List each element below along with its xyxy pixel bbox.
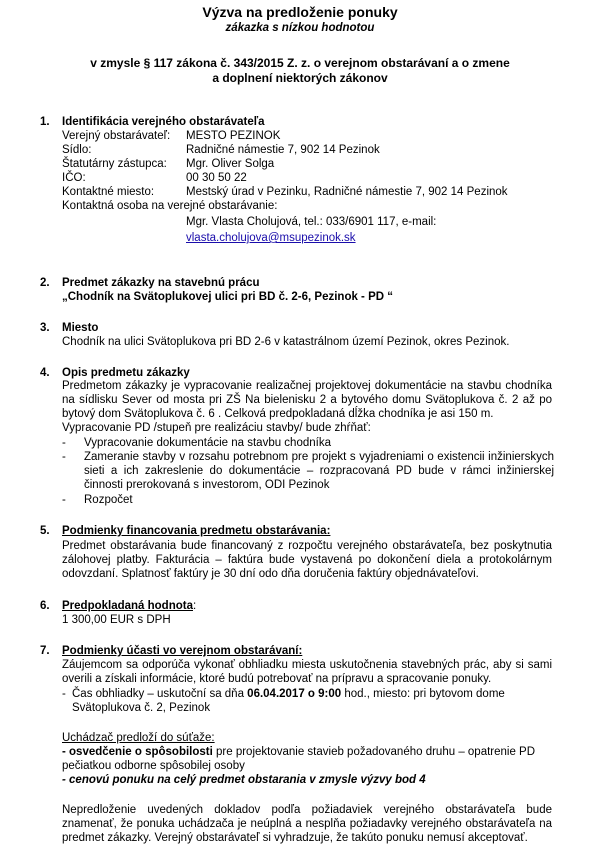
section-7-heading: Podmienky účasti vo verejnom obstarávaní: [62,645,303,657]
section-3-text: Chodník na ulici Svätoplukova pri BD 2-6 v katastrálnom území Pezinok, okres Pezinok. [62,336,510,348]
requirement-2: - cenovú ponuku na celý predmet obstarania v zmysle výzvy bod 4 [62,774,426,786]
field-label-kontaktne-miesto: Kontaktné miesto: [62,186,155,198]
section-4-paragraph-2: Vypracovanie PD /stupeň pre realizáciu stavby/ bude zhŕňať: [62,422,371,434]
section-7-paragraph-1: Záujemcom sa odporúča vykonať obhliadku miesta uskutočnenia stavebných prác, aby si sami overili a získali informácie, ktoré budú potrebovať na prípravu a spracovanie ponuky. [62,659,552,685]
inspection-date: 06.04.2017 o 9:00 [247,688,342,700]
section-4-item-2: Zameranie stavby v rozsahu potrebnom pre projekt s vyjadreniami o existencii inžinierskych sieti a ich zakreslenie do dokumentácie – rozpracovaná PD bude v rámci inžinierskej činnosti prerokovaná s investorom, ODI Pezinok [84,451,554,491]
section-6-colon: : [193,600,197,612]
section-7-number: 7. [40,645,50,657]
section-1-number: 1. [40,116,50,128]
field-label-ico: IČO: [62,172,86,184]
requirement-1-rest: pre projektovanie stavieb požadovaného druhu – opatrenie PD pečiatkou odborne spôsobilej osoby [62,746,536,772]
section-5-number: 5. [40,525,50,537]
section-4-item-3: Rozpočet [84,494,133,506]
field-label-statutar: Štatutárny zástupca: [62,158,167,170]
section-2-number: 2. [40,277,50,289]
section-4-paragraph-1: Predmetom zákazky je vypracovanie realizačnej projektovej dokumentácie na stavbu chodníka na sídlisku Sever od mosta pri ZŠ Na bielenisku 2 a bytového domu Svätoplukova č. 2 až po bytový dom Svätoplukova č. 6 . Celková predpokladaná dĺžka chodníka je asi 150 m. [62,380,552,420]
field-value-kontaktna-osoba: Mgr. Vlasta Cholujová, tel.: 033/6901 117, e-mail: [186,216,437,228]
section-7-dash: - [62,688,66,700]
section-6-heading-wrap [62,599,196,613]
section-3-number: 3. [40,322,50,334]
inspection-text-b: hod., miesto: pri bytovom dome Svätoplukova č. 2, Pezinok [72,688,505,714]
section-4-number: 4. [40,367,50,379]
section-6-number: 6. [40,600,50,612]
section-3-heading: Miesto [62,322,99,334]
section-7-paragraph-3: Nepredloženie uvedených dokladov podľa požiadaviek verejného obstarávateľa bude znamenať, že ponuka uchádzača je neúplná a nesplňa požiadavky verejného obstarávateľa na predmet zákazky. Verejný obstarávateľ si vyhradzuje, že takúto ponuku nemusí akceptovať. [62,804,552,844]
bullet-dash: - [62,451,66,463]
bullet-dash: - [62,494,66,506]
section-5-heading: Podmienky financovania predmetu obstarávania: [62,525,331,537]
field-label-sidlo: Sídlo: [62,144,92,156]
field-value-ico: 00 30 50 22 [186,172,247,184]
field-value-obstaravatel: MESTO PEZINOK [186,130,281,142]
section-4-item-1: Vypracovanie dokumentácie na stavbu chodníka [84,437,331,449]
requirement-1 [62,745,552,773]
section-2-text: „Chodník na Svätoplukovej ulici pri BD č. 2-6, Pezinok - PD “ [62,291,394,303]
section-2-heading: Predmet zákazky na stavebnú prácu [62,277,260,289]
section-4-heading: Opis predmetu zákazky [62,367,190,379]
requirement-1-bold: - osvedčenie o spôsobilosti [62,746,213,758]
field-label-kontaktna-osoba: Kontaktná osoba na verejné obstarávanie: [62,200,278,212]
law-reference-line1: v zmysle § 117 zákona č. 343/2015 Z. z. o verejnom obstarávaní a o zmene [90,56,510,70]
contact-email-link[interactable]: vlasta.cholujova@msupezinok.sk [186,232,356,244]
field-label-obstaravatel: Verejný obstarávateľ: [62,130,171,142]
field-value-kontaktne-miesto: Mestský úrad v Pezinku, Radničné námestie 7, 902 14 Pezinok [186,186,508,198]
inspection-text-a: Čas obhliadky – uskutoční sa dňa [72,688,248,700]
section-6-heading: Predpokladaná hodnota [62,600,193,612]
document-subtitle: zákazka s nízkou hodnotou [225,22,375,34]
section-7-paragraph-2 [72,687,554,715]
field-value-sidlo: Radničné námestie 7, 902 14 Pezinok [186,144,380,156]
document-title: Výzva na predloženie ponuky [202,4,398,20]
section-6-value: 1 300,00 EUR s DPH [62,614,171,626]
section-1-heading: Identifikácia verejného obstarávateľa [62,116,265,128]
section-7-subheading: Uchádzač predloží do súťaže: [62,732,215,744]
law-reference-line2: a doplnení niektorých zákonov [212,71,388,85]
section-5-text: Predmet obstarávania bude financovaný z rozpočtu verejného obstarávateľa, bez poskytnutia zálohovej platby. Fakturácia – faktúra bude vystavená po dokončení diela a protokolárnym odovzdaní. Splatnosť faktúry je 30 dní odo dňa doručenia faktúry objednávateľovi. [62,540,552,580]
bullet-dash: - [62,437,66,449]
field-value-statutar: Mgr. Oliver Solga [186,158,275,170]
